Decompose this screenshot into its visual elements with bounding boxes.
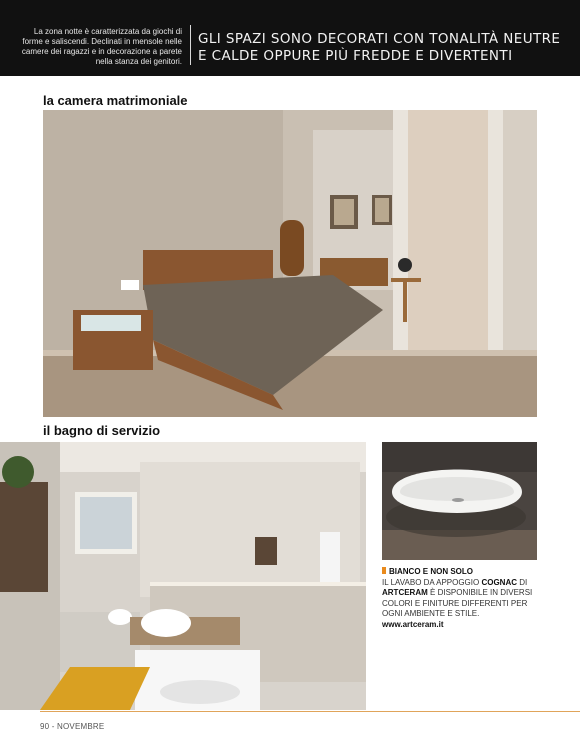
footer-separator: - (49, 722, 58, 731)
header-headline (198, 31, 570, 65)
bedroom-photo (43, 110, 537, 417)
header-bar (0, 0, 580, 76)
caption-text-mid: DI (517, 577, 528, 587)
bathroom-section-title: il bagno di servizio (43, 423, 161, 438)
caption-body (382, 578, 542, 620)
bedroom-section-title: la camera matrimoniale (43, 93, 188, 108)
orange-square-icon (382, 567, 386, 574)
caption-text-prefix: IL LAVABO DA APPOGGIO (382, 577, 482, 587)
caption-heading-row (382, 567, 542, 578)
bathroom-photo (0, 442, 366, 710)
header-divider (190, 25, 191, 65)
headline-line-1: GLI SPAZI SONO DECORATI CON TONALITÀ NEUTRE (198, 31, 561, 47)
caption-heading: BIANCO E NON SOLO (389, 567, 474, 576)
header-intro-text: La zona notte è caratterizzata da giochi di forme e saliscendi. Declinati in mensole nelle camere dei ragazzi e in decorazione a parete nella stanza dei genitori. (21, 27, 182, 66)
page-footer (40, 722, 104, 731)
caption-text-suffix: È DISPONIBILE IN DIVERSI COLORI E FINITURE DIFFERENTI PER OGNI AMBIENTE E STILE. (382, 588, 533, 618)
headline-line-2: E CALDE OPPURE PIÙ FREDDE E DIVERTENTI (198, 48, 513, 64)
caption-url[interactable]: www.artceram.it (382, 619, 444, 629)
washbasin-photo (382, 442, 537, 560)
product-caption (382, 567, 542, 630)
page-number: 90 (40, 722, 50, 731)
footer-divider (40, 711, 580, 712)
caption-brand: ARTCERAM (382, 588, 428, 597)
footer-month: NOVEMBRE (57, 722, 105, 731)
caption-product: COGNAC (481, 577, 518, 587)
